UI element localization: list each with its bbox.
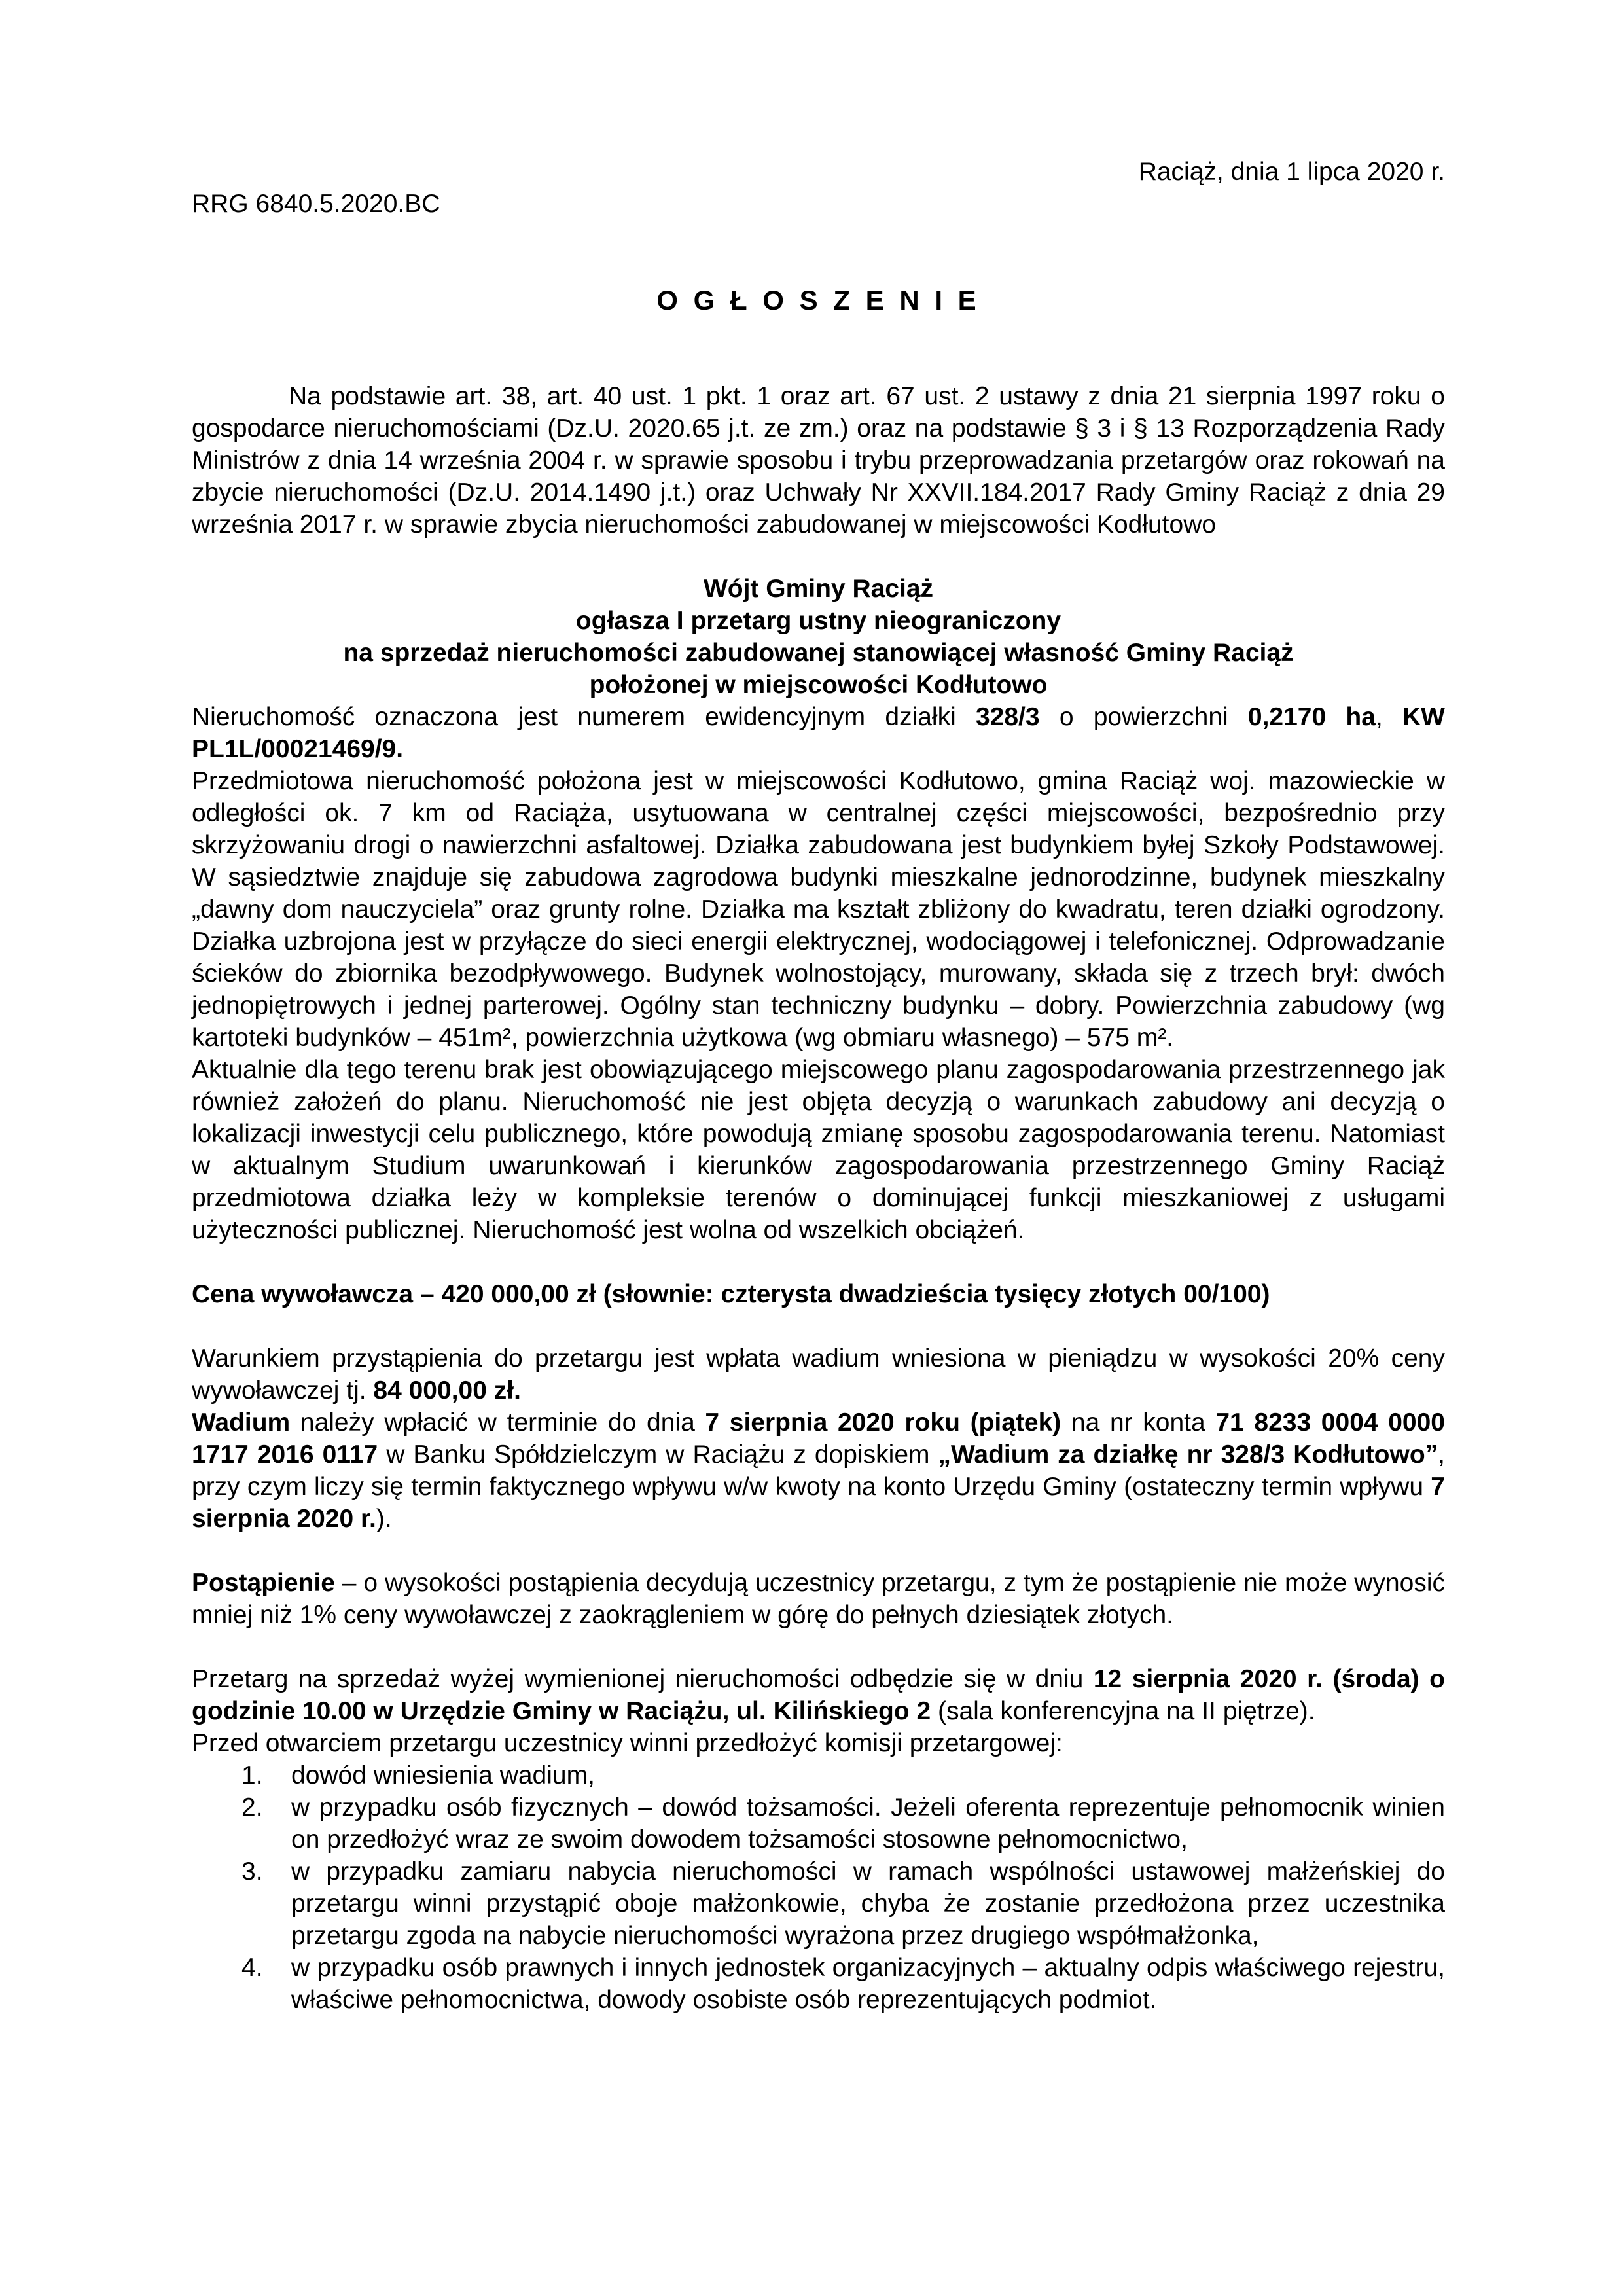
plot-number: 328/3	[975, 703, 1040, 731]
auction-datetime-venue: 12 sierpnia 2020 r. (środa) o godzinie 10.00 w Urzędzie Gminy w Raciążu, ul. Kilińskiego 2	[192, 1665, 1445, 1725]
plot-area: 0,2170 ha	[1247, 703, 1376, 731]
bid-increment-label: Postąpienie	[192, 1569, 335, 1597]
text-run: należy wpłacić w terminie do dnia	[290, 1408, 705, 1437]
wadium-label: Wadium	[192, 1408, 291, 1437]
planning-status-paragraph: Aktualnie dla tego terenu brak jest obowiązującego miejscowego planu zagospodarowania przestrzennego jak również założeń do planu. Nieruchomość nie jest objęta decyzją o warunkach zabudowy ani decyzją o lokalizacji inwestycji celu publicznego, które powodują zmianę sposobu zagospodarowania terenu. Natomiast w aktualnym Studium uwarunkowań i kierunków zagospodarowania przestrzennego Gminy Raciąż przedmiotowa działka leży w kompleksie terenów o dominującej funkcji mieszkaniowej z usługami użyteczności publicznej. Nieruchomość jest wolna od wszelkich obciążeń.	[192, 1056, 1445, 1244]
heading-line-auction-type: ogłasza I przetarg ustny nieograniczony	[575, 607, 1061, 635]
text-run: Warunkiem przystąpienia do przetargu jest wpłata wadium wniesiona w pieniądzu w wysokości 20% ceny wywoławczej tj.	[192, 1344, 1445, 1405]
wadium-amount: 84 000,00 zł.	[373, 1376, 521, 1405]
text-run: Nieruchomość oznaczona jest numerem ewidencyjnym działki	[192, 703, 976, 731]
date-line: Raciąż, dnia 1 lipca 2020 r.	[1138, 158, 1445, 186]
requirement-number: 2.	[241, 1793, 263, 1821]
heading-line-issuer: Wójt Gminy Raciąż	[703, 575, 934, 603]
requirement-item-3	[192, 1856, 1445, 1952]
requirement-text: w przypadku osób fizycznych – dowód tożsamości. Jeżeli oferenta reprezentuje pełnomocnik winien on przedłożyć wraz ze swoim dowodem tożsamości stosowne pełnomocnictwo,	[291, 1793, 1445, 1854]
reference-number: RRG 6840.5.2020.BC	[192, 190, 440, 218]
requirement-item-2	[192, 1791, 1445, 1856]
heading-line-subject: na sprzedaż nieruchomości zabudowanej stanowiącej własność Gminy Raciąż	[343, 639, 1294, 667]
announcement-heading	[192, 573, 1445, 701]
requirements-intro: Przed otwarciem przetargu uczestnicy winni przedłożyć komisji przetargowej:	[192, 1729, 1063, 1757]
requirement-number: 3.	[241, 1857, 263, 1886]
text-run: ,	[1375, 703, 1403, 731]
text-run: – o wysokości postąpienia decydują uczestnicy przetargu, z tym że postąpienie nie może wynosić mniej niż 1% ceny wywoławczej z zaokrągleniem w górę do pełnych dziesiątek złotych.	[192, 1569, 1445, 1629]
text-run: , przy czym liczy się termin faktycznego wpływu w/w kwoty na konto Urzędu Gminy (ostateczny termin wpływu	[192, 1441, 1445, 1501]
wadium-final-date: 7 sierpnia 2020 r.	[192, 1473, 1445, 1533]
transfer-title: „Wadium za działkę nr 328/3 Kodłutowo”	[938, 1441, 1438, 1469]
requirement-text: w przypadku osób prawnych i innych jednostek organizacyjnych – aktualny odpis właściwego rejestru, właściwe pełnomocnictwa, dowody osobiste osób reprezentujących podmiot.	[291, 1954, 1445, 2014]
property-id-paragraph	[192, 701, 1445, 765]
property-description-paragraph: Przedmiotowa nieruchomość położona jest w miejscowości Kodłutowo, gmina Raciąż woj. mazowieckie w odległości ok. 7 km od Raciąża, usytuowana w centralnej części miejscowości, bezpośrednio przy skrzyżowaniu drogi o nawierzchni asfaltowej. Działka zabudowana jest budynkiem byłej Szkoły Podstawowej. W sąsiedztwie znajduje się zabudowa zagrodowa budynki mieszkalne jednorodzinne, budynek mieszkalny „dawny dom nauczyciela” oraz grunty rolne. Działka ma kształt zbliżony do kwadratu, teren działki ogrodzony. Działka uzbrojona jest w przyłącze do sieci energii elektrycznej, wodociągowej i telefonicznej. Odprowadzanie ścieków do zbiornika bezodpływowego. Budynek wolnostojący, murowany, składa się z trzech brył: dwóch jednopiętrowych i jednej parterowej. Ogólny stan techniczny budynku – dobry. Powierzchnia zabudowy (wg kartoteki budynków – 451m², powierzchnia użytkowa (wg obmiaru własnego) – 575 m².	[192, 767, 1445, 1052]
text-run: ).	[376, 1505, 392, 1533]
requirement-number: 4.	[241, 1954, 263, 1982]
requirements-list	[192, 1759, 1445, 2016]
text-run: (sala konferencyjna na II piętrze).	[931, 1697, 1315, 1725]
text-run: o powierzchni	[1039, 703, 1248, 731]
legal-basis-paragraph: Na podstawie art. 38, art. 40 ust. 1 pkt. 1 oraz art. 67 ust. 2 ustawy z dnia 21 sierpnia 1997 roku o gospodarce nieruchomościami (Dz.U. 2020.65 j.t. ze zm.) oraz na podstawie § 3 i § 13 Rozporządzenia Rady Ministrów z dnia 14 września 2004 r. w sprawie sposobu i trybu przeprowadzania przetargów oraz rokowań na zbycie nieruchomości (Dz.U. 2014.1490 j.t.) oraz Uchwały Nr XXVII.184.2017 Rady Gminy Raciąż z dnia 29 września 2017 r. w sprawie zbycia nieruchomości zabudowanej w miejscowości Kodłutowo	[192, 382, 1445, 539]
text-run: w Banku Spółdzielczym w Raciążu z dopiskiem	[378, 1441, 938, 1469]
starting-price-line: Cena wywoławcza – 420 000,00 zł (słownie: czterysta dwadzieścia tysięcy złotych 00/100)	[192, 1280, 1270, 1308]
requirement-text: w przypadku zamiaru nabycia nieruchomości w ramach wspólności ustawowej małżeńskiej do przetargu winni przystąpić oboje małżonkowie, chyba że zostanie przedłożona przez uczestnika przetargu zgoda na nabycie nieruchomości wyrażona przez drugiego współmałżonka,	[291, 1857, 1445, 1950]
requirement-number: 1.	[241, 1761, 263, 1789]
requirement-text: dowód wniesienia wadium,	[291, 1761, 595, 1789]
document-title: O G Ł O S Z E N I E	[656, 285, 980, 315]
text-run: na nr konta	[1061, 1408, 1216, 1437]
bid-increment-paragraph	[192, 1567, 1445, 1631]
wadium-deadline: 7 sierpnia 2020 roku (piątek)	[705, 1408, 1061, 1437]
requirement-item-4	[192, 1952, 1445, 2016]
wadium-condition-paragraph	[192, 1342, 1445, 1407]
land-register-number: KW PL1L/00021469/9.	[192, 703, 1445, 763]
requirement-item-1	[192, 1759, 1445, 1791]
heading-line-location: położonej w miejscowości Kodłutowo	[589, 671, 1048, 699]
auction-date-paragraph	[192, 1663, 1445, 1727]
bank-account-number: 71 8233 0004 0000 1717 2016 0117	[192, 1408, 1445, 1469]
text-run: Przetarg na sprzedaż wyżej wymienionej nieruchomości odbędzie się w dniu	[192, 1665, 1094, 1693]
wadium-payment-paragraph	[192, 1407, 1445, 1535]
